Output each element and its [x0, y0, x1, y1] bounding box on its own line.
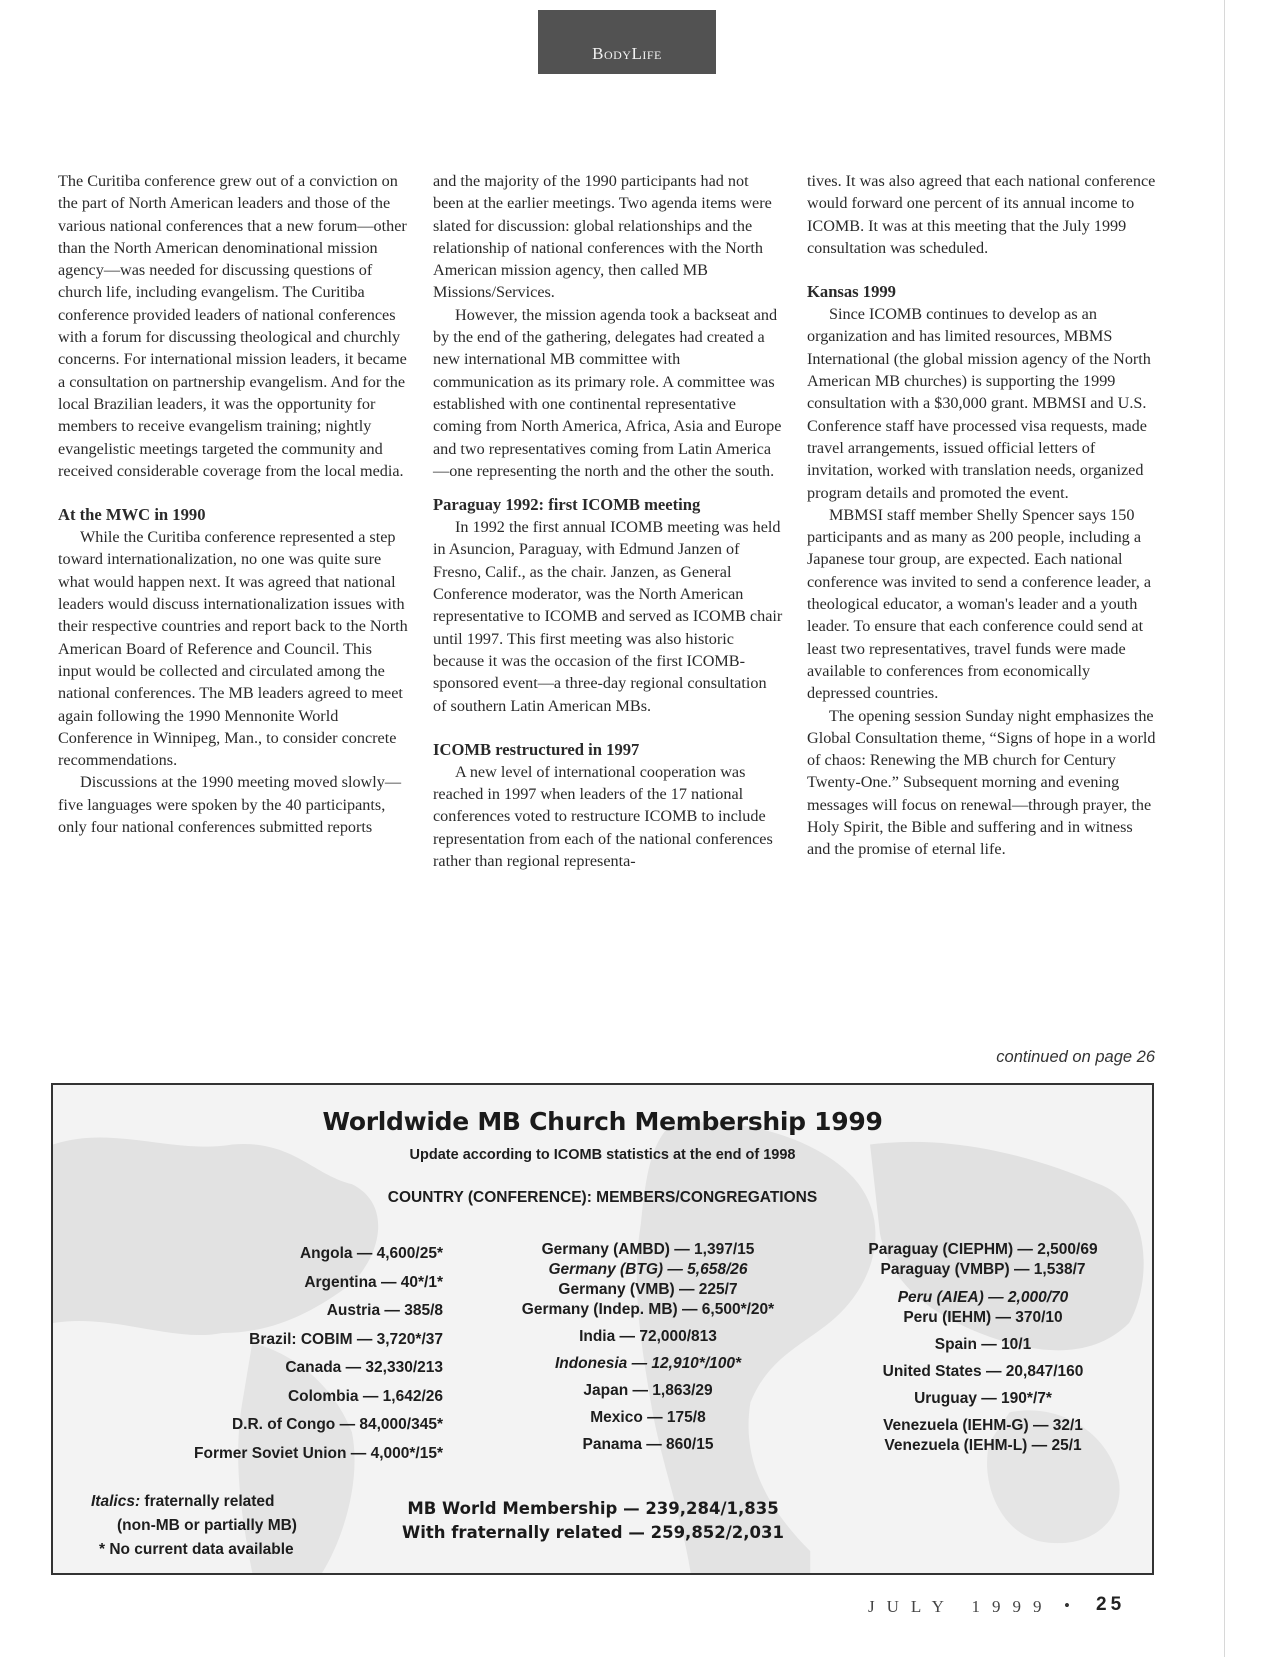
subheading: Paraguay 1992: first ICOMB meeting — [433, 495, 701, 515]
list-item: Venezuela (IEHM-G) — 32/1 — [883, 1417, 1083, 1434]
subheading: At the MWC in 1990 — [58, 505, 206, 525]
list-item: Angola — 4,600/25* — [299, 1245, 443, 1262]
paragraph: However, the mission agenda took a backseat and by the end of the gathering, delegates had created a new international MB committee with communication as its primary role. A committee was established with one continental representative coming from North America, Africa, Asia and Europe and two representatives coming from Latin America—one representing the north and the other the south. — [433, 305, 782, 480]
membership-title: Worldwide MB Church Membership 1999 — [322, 1107, 883, 1136]
membership-subtitle: Update according to ICOMB statistics at the end of 1998 — [409, 1147, 796, 1163]
membership-list-1 — [133, 1240, 473, 1468]
paragraph: MBMSI staff member Shelly Spencer says 150 participants and as many as 200 people, including a Japanese tour group, are expected. Each national conference was invited to send a conference leader, a theological educator, a woman's leader and a youth leader. To ensure that each conference could send at least two representatives, travel funds were made available to conferences from economically depressed countries. — [807, 505, 1152, 703]
paragraph: Since ICOMB continues to develop as an organization and has limited resources, MBMS International (the global mission agency of the North American MB churches) is supporting the 1999 consultation with a $30,000 grant. MBMSI and U.S. Conference staff have processed visa requests, made travel arrangements, issued official letters of invitation, worked with translation needs, organized program details and promoted the event. — [807, 305, 1151, 502]
page-edge-line — [1224, 0, 1225, 1657]
column-1 — [58, 170, 408, 838]
list-item: Paraguay (CIEPHM) — 2,500/69 — [868, 1241, 1098, 1258]
legend-italics-text: fraternally related — [144, 1493, 275, 1510]
list-item: Japan — 1,863/29 — [583, 1382, 713, 1399]
list-item: Mexico — 175/8 — [590, 1409, 706, 1426]
paragraph: tives. It was also agreed that each national conference would forward one percent of its annual income to ICOMB. It was at this meeting that the July 1999 consultation was scheduled. — [807, 172, 1156, 257]
list-item: Brazil: COBIM — 3,720*/37 — [249, 1330, 443, 1348]
list-item: Germany (BTG) — 5,658/26 — [548, 1261, 748, 1278]
list-item: Venezuela (IEHM-L) — 25/1 — [884, 1437, 1082, 1454]
membership-list-2 — [453, 1240, 843, 1455]
membership-legend — [71, 1490, 371, 1562]
list-item: Spain — 10/1 — [934, 1336, 1032, 1353]
list-item: Canada — 32,330/213 — [285, 1359, 443, 1376]
total-with-fraternal: With fraternally related — 259,852/2,031 — [402, 1523, 784, 1542]
list-item: India — 72,000/813 — [579, 1328, 717, 1345]
list-item: Panama — 860/15 — [582, 1436, 714, 1453]
column-3 — [807, 170, 1157, 861]
list-item: Uruguay — 190*/7* — [914, 1390, 1052, 1407]
list-item: Colombia — 1,642/26 — [287, 1387, 443, 1405]
page-number: 25 — [1096, 1594, 1126, 1615]
paragraph: The opening session Sunday night emphasizes the Global Consultation theme, “Signs of hope in a world of chaos: Renewing the MB church for Century Twenty-One.” Subsequent morning and evening messages will focus on renewal—through prayer, the Holy Spirit, the Bible and suffering and in witness and the promise of eternal life. — [807, 706, 1156, 859]
list-item: Former Soviet Union — 4,000*/15* — [194, 1444, 443, 1462]
paragraph: While the Curitiba conference represented a step toward internationalization, no one was quite sure what would happen next. It was agreed that national leaders would discuss internationalization issues with their respective countries and report back to the North American Board of Reference and Council. This input would be collected and circulated among the national conferences. The MB leaders agreed to meet again following the 1990 Mennonite World Conference in Winnipeg, Man., to consider concrete recommendations. — [58, 528, 408, 770]
continued-note: continued on page 26 — [996, 1048, 1155, 1066]
list-item: Paraguay (VMBP) — 1,538/7 — [880, 1261, 1086, 1278]
subheading: ICOMB restructured in 1997 — [433, 739, 640, 759]
column-2 — [433, 170, 783, 872]
membership-list-3 — [823, 1240, 1143, 1456]
paragraph: In 1992 the first annual ICOMB meeting was held in Asuncion, Paraguay, with Edmund Janzen of Fresno, Calif., as the chair. Janzen, as General Conference moderator, was the North American representative to ICOMB and served as ICOMB chair until 1997. This first meeting was also historic because it was the occasion of the first ICOMB-sponsored event—a three-day regional consultation of southern Latin American MBs. — [433, 518, 783, 715]
folio-date: JULY 1999 — [868, 1597, 1054, 1616]
list-item: United States — 20,847/160 — [882, 1363, 1084, 1380]
paragraph: Discussions at the 1990 meeting moved slowly—five languages were spoken by the 40 participants, only four national conferences submitted reports — [58, 773, 402, 837]
section-header: BodyLife — [538, 10, 716, 74]
paragraph: and the majority of the 1990 participants had not been at the earlier meetings. Two agenda items were slated for discussion: global relationships and the relationship of national conferences with the North American mission agency, then called MB Missions/Services. — [433, 172, 772, 302]
paragraph: The Curitiba conference grew out of a conviction on the part of North American leaders and those of the various national conferences that a new forum—other than the North American denominational mission agency—was needed for discussing questions of church life, including evangelism. The Curitiba conference provided leaders of national conferences with a forum for discussing theological and churchly concerns. For international mission leaders, it became a consultation on partnership evangelism. And for the local Brazilian leaders, it was the opportunity for members to receive evangelism training; nightly evangelistic meetings targeted the community and received considerable coverage from the local media. — [58, 172, 407, 480]
list-item: Peru (AIEA) — 2,000/70 — [897, 1289, 1069, 1306]
membership-column-heading: COUNTRY (CONFERENCE): MEMBERS/CONGREGATIONS — [387, 1189, 818, 1206]
list-item: Germany (VMB) — 225/7 — [558, 1281, 738, 1298]
paragraph: A new level of international cooperation was reached in 1997 when leaders of the 17 national conferences voted to restructure ICOMB to include representation from each of the national conferences rather than regional representa- — [433, 762, 773, 871]
legend-italics-label: Italics: — [91, 1493, 141, 1510]
total-mb-world: MB World Membership — 239,284/1,835 — [407, 1499, 779, 1518]
membership-box — [51, 1083, 1154, 1575]
list-item: Peru (IEHM) — 370/10 — [903, 1309, 1063, 1326]
list-item: Germany (Indep. MB) — 6,500*/20* — [521, 1301, 775, 1318]
legend-italics-text-2: (non-MB or partially MB) — [117, 1517, 297, 1534]
list-item: Germany (AMBD) — 1,397/15 — [541, 1241, 755, 1258]
list-item: D.R. of Congo — 84,000/345* — [231, 1416, 443, 1433]
list-item: Indonesia — 12,910*/100* — [554, 1355, 742, 1372]
legend-star: * No current data available — [99, 1541, 294, 1558]
subheading: Kansas 1999 — [807, 282, 896, 302]
folio-bullet: • — [1064, 1596, 1070, 1615]
list-item: Argentina — 40*/1* — [304, 1273, 443, 1291]
membership-totals — [383, 1497, 803, 1545]
list-item: Austria — 385/8 — [326, 1302, 443, 1319]
